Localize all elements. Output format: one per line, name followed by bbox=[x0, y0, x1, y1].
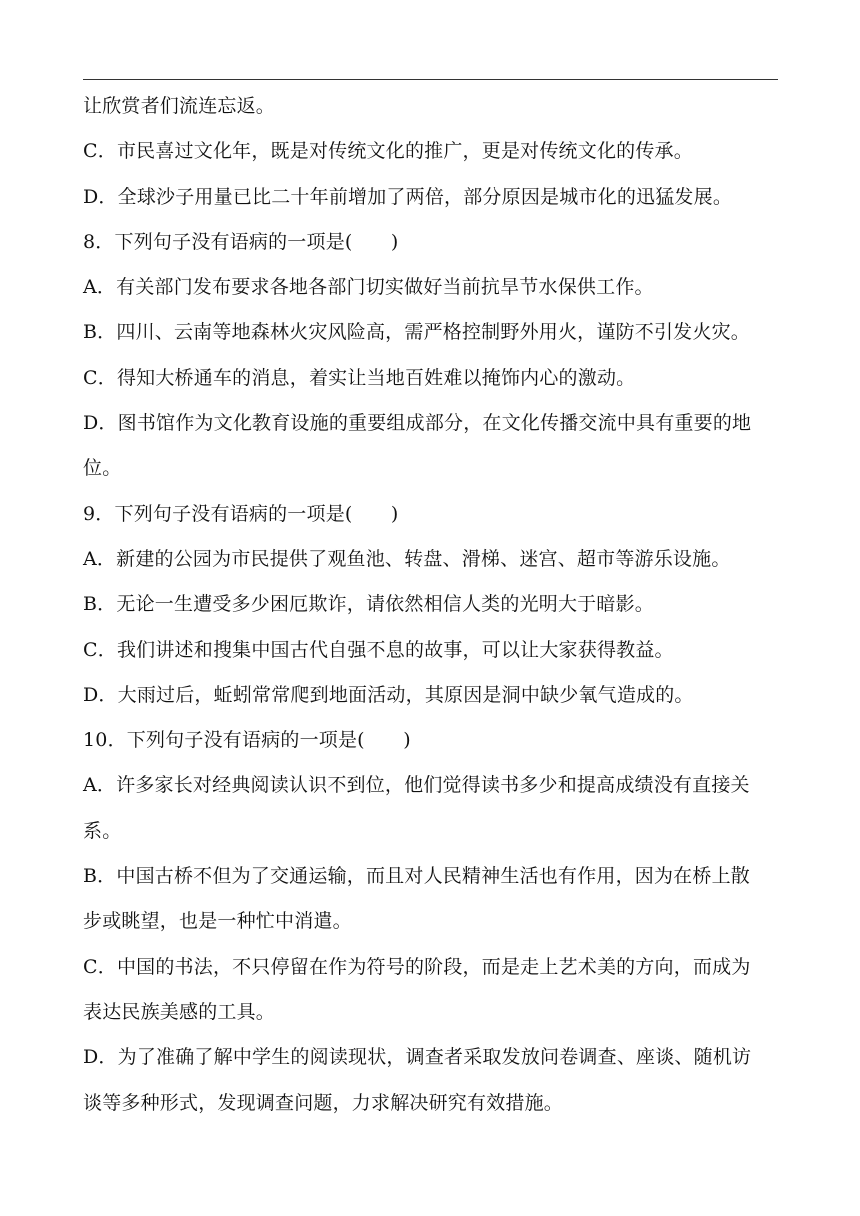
text-line: 让欣赏者们流连忘返。 bbox=[83, 95, 276, 117]
question-10-option-c: C．中国的书法，不只停留在作为符号的阶段，而是走上艺术美的方向，而成为 bbox=[83, 955, 751, 978]
question-8-option-b: B．四川、云南等地森林火灾风险高，需严格控制野外用火，谨防不引发火灾。 bbox=[83, 321, 750, 344]
text-line: C．市民喜过文化年，既是对传统文化的推广，更是对传统文化的传承。 bbox=[83, 140, 693, 163]
question-9-option-c: C．我们讲述和搜集中国古代自强不息的故事，可以让大家获得教益。 bbox=[83, 638, 674, 661]
question-9-title: 9．下列句子没有语病的一项是( ) bbox=[83, 502, 399, 525]
document-body bbox=[83, 84, 783, 1126]
question-10-option-b-cont: 步或眺望，也是一种忙中消遣。 bbox=[83, 910, 352, 933]
question-8-option-d: D．图书馆作为文化教育设施的重要组成部分，在文化传播交流中具有重要的地 bbox=[83, 412, 752, 435]
question-10-option-d: D．为了准确了解中学生的阅读现状，调查者采取发放问卷调查、座谈、随机访 bbox=[83, 1046, 752, 1069]
text-line: D．全球沙子用量已比二十年前增加了两倍，部分原因是城市化的迅猛发展。 bbox=[83, 185, 733, 208]
question-8-option-d-cont: 位。 bbox=[83, 457, 122, 480]
question-8-title: 8．下列句子没有语病的一项是( ) bbox=[83, 230, 399, 253]
question-10-option-b: B．中国古桥不但为了交通运输，而且对人民精神生活也有作用，因为在桥上散 bbox=[83, 865, 750, 888]
question-8-option-a: A．有关部门发布要求各地各部门切实做好当前抗旱节水保供工作。 bbox=[83, 276, 654, 299]
question-9-option-d: D．大雨过后，蚯蚓常常爬到地面活动，其原因是洞中缺少氧气造成的。 bbox=[83, 683, 694, 706]
question-10-option-d-cont: 谈等多种形式，发现调查问题，力求解决研究有效措施。 bbox=[83, 1091, 564, 1114]
question-9-option-a: A．新建的公园为市民提供了观鱼池、转盘、滑梯、迷宫、超市等游乐设施。 bbox=[83, 547, 731, 570]
header-rule bbox=[83, 79, 778, 80]
question-10-option-c-cont: 表达民族美感的工具。 bbox=[83, 1000, 276, 1023]
question-10-title: 10．下列句子没有语病的一项是( ) bbox=[83, 729, 411, 752]
question-10-option-a-cont: 系。 bbox=[83, 819, 122, 842]
question-9-option-b: B．无论一生遭受多少困厄欺诈，请依然相信人类的光明大于暗影。 bbox=[83, 593, 654, 616]
question-8-option-c: C．得知大桥通车的消息，着实让当地百姓难以掩饰内心的激动。 bbox=[83, 366, 636, 389]
question-10-option-a: A．许多家长对经典阅读认识不到位，他们觉得读书多少和提高成绩没有直接关 bbox=[83, 774, 750, 797]
